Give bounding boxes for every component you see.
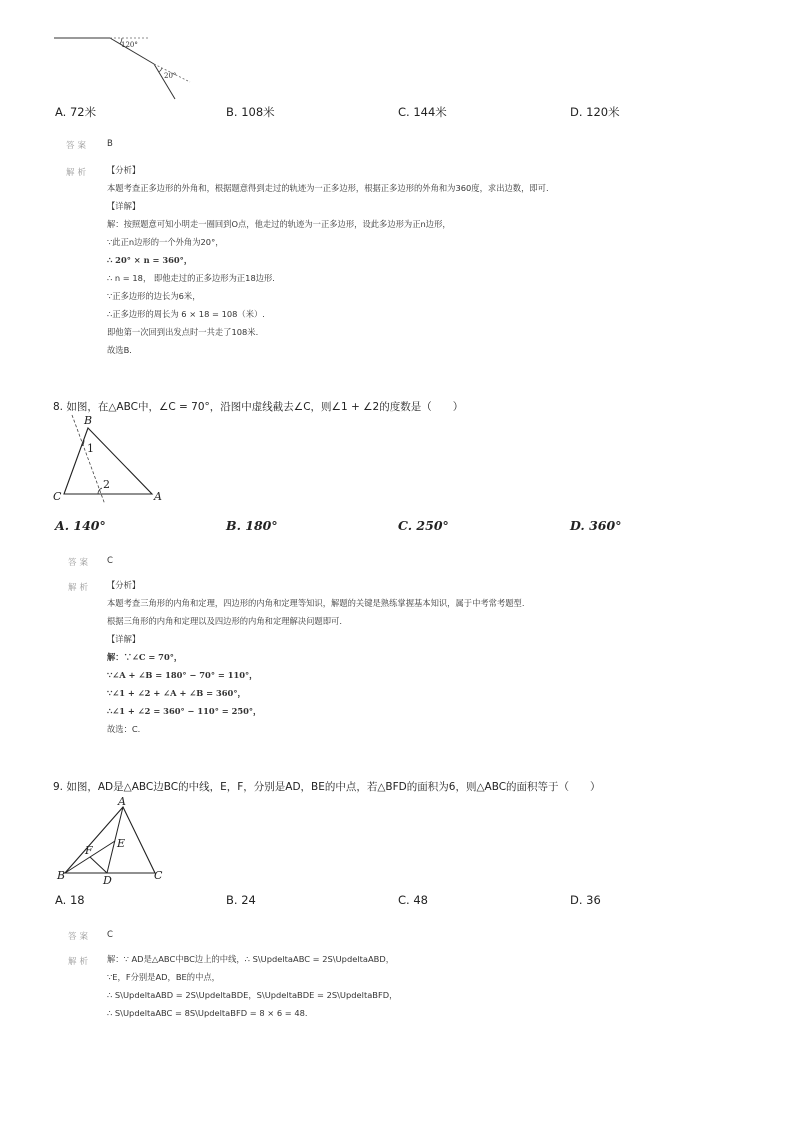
q8-answer: C — [107, 556, 113, 566]
q9-fig-label-d: D — [103, 874, 112, 887]
q7-line-8: ∴正多边形的周长为 6 × 18 = 108（米）. — [107, 309, 265, 319]
q8-line-6: ∵∠1 + ∠2 + ∠A + ∠B = 360°， — [107, 688, 246, 698]
q8-fig-label-c: C — [53, 490, 62, 503]
q8-line-analysis-heading: 【分析】 — [107, 580, 141, 590]
q8-line-2: 根据三角形的内角和定理以及四边形的内角和定理解决问题即可. — [107, 616, 342, 626]
q9-fig-label-a: A — [118, 795, 126, 808]
q8-line-7: ∴∠1 + ∠2 = 360° − 110° = 250°， — [107, 706, 262, 716]
q7-answer: B — [107, 139, 113, 149]
q7-answer-tag: 答案 — [66, 141, 90, 151]
q8-fig-label-a: A — [154, 490, 162, 503]
q8-line-8: 故选：C. — [107, 724, 141, 734]
q9-line-4: ∴ S\UpdeltaABC = 8S\UpdeltaBFD = 8 × 6 = 48. — [107, 1008, 308, 1018]
q9-line-1: 解：∵ AD是△ABC中BC边上的中线，∴ S\UpdeltaABC = 2S\UpdeltaABD， — [107, 954, 395, 964]
q8-analysis-tag: 解析 — [68, 583, 92, 593]
q9-fig-label-e: E — [117, 837, 126, 850]
q9-stem: 9. 如图，AD是△ABC边BC的中线，E，F，分别是AD，BE的中点，若△BFD的面积为6，则△ABC的面积等于（ ） — [53, 781, 601, 793]
q9-fig-label-f: F — [85, 844, 93, 857]
q9-fig-label-c: C — [154, 869, 163, 882]
q8-option-d: D. 360° — [570, 518, 622, 533]
q9-answer-tag: 答案 — [68, 932, 92, 942]
q8-line-1: 本题考查三角形的内角和定理，四边形的内角和定理等知识，解题的关键是熟练掌握基本知识，属于中考常考题型. — [107, 598, 525, 608]
q8-figure — [50, 412, 170, 504]
q7-analysis-tag: 解析 — [66, 168, 90, 178]
q8-option-c: C. 250° — [398, 518, 449, 533]
q7-line-1: 本题考查正多边形的外角和，根据题意得到走过的轨迹为一正多边形，根据正多边形的外角和为360度，求出边数，即可. — [107, 183, 549, 193]
q7-line-9: 即他第一次回到出发点时一共走了108米. — [107, 327, 259, 337]
q7-option-c: C. 144米 — [398, 105, 447, 119]
q9-figure — [55, 795, 170, 887]
q9-analysis-tag: 解析 — [68, 957, 92, 967]
q8-answer-tag: 答案 — [68, 558, 92, 568]
q7-line-3: 解：按照题意可知小明走一圈回到O点，他走过的轨迹为一正多边形，设此多边形为正n边形， — [107, 219, 451, 229]
q8-line-5: ∵∠A + ∠B = 180° − 70° = 110°， — [107, 670, 258, 680]
q7-fig-label-120: 120° — [121, 41, 138, 49]
q8-line-4: 解：∵∠C = 70°， — [107, 652, 183, 662]
q7-line-6: ∴ n = 18， 即他走过的正多边形为正18边形. — [107, 273, 275, 283]
q9-answer: C — [107, 930, 113, 940]
q9-fig-label-b: B — [57, 869, 66, 882]
q9-option-c: C. 48 — [398, 893, 428, 907]
q8-fig-label-2: 2 — [103, 478, 110, 491]
q8-fig-label-b: B — [84, 414, 93, 427]
q7-option-a: A. 72米 — [55, 105, 97, 119]
q7-fig-label-20: 20° — [164, 72, 177, 80]
q7-line-detail-heading: 【详解】 — [107, 201, 141, 211]
q7-line-5: ∴ 20° × n = 360°， — [107, 255, 193, 265]
q7-figure — [50, 30, 200, 102]
q7-line-10: 故选B. — [107, 345, 132, 355]
q8-option-a: A. 140° — [55, 518, 106, 533]
q8-option-b: B. 180° — [226, 518, 278, 533]
q7-option-d: D. 120米 — [570, 105, 620, 119]
q8-stem: 8. 如图，在△ABC中，∠C = 70°，沿图中虚线截去∠C，则∠1 + ∠2的度数是（ ） — [53, 401, 464, 413]
q9-option-d: D. 36 — [570, 893, 601, 907]
q9-option-b: B. 24 — [226, 893, 256, 907]
q9-line-2: ∵E，F分别是AD，BE的中点， — [107, 972, 220, 982]
q9-line-3: ∴ S\UpdeltaABD = 2S\UpdeltaBDE，S\UpdeltaBDE = 2S\UpdeltaBFD， — [107, 990, 398, 1000]
q8-fig-label-1: 1 — [87, 442, 94, 455]
q7-line-7: ∵正多边形的边长为6米， — [107, 291, 201, 301]
q9-option-a: A. 18 — [55, 893, 85, 907]
q8-line-detail-heading: 【详解】 — [107, 634, 141, 644]
q7-line-4: ∵此正n边形的一个外角为20°， — [107, 237, 224, 247]
q7-option-b: B. 108米 — [226, 105, 275, 119]
q7-line-analysis-heading: 【分析】 — [107, 165, 141, 175]
